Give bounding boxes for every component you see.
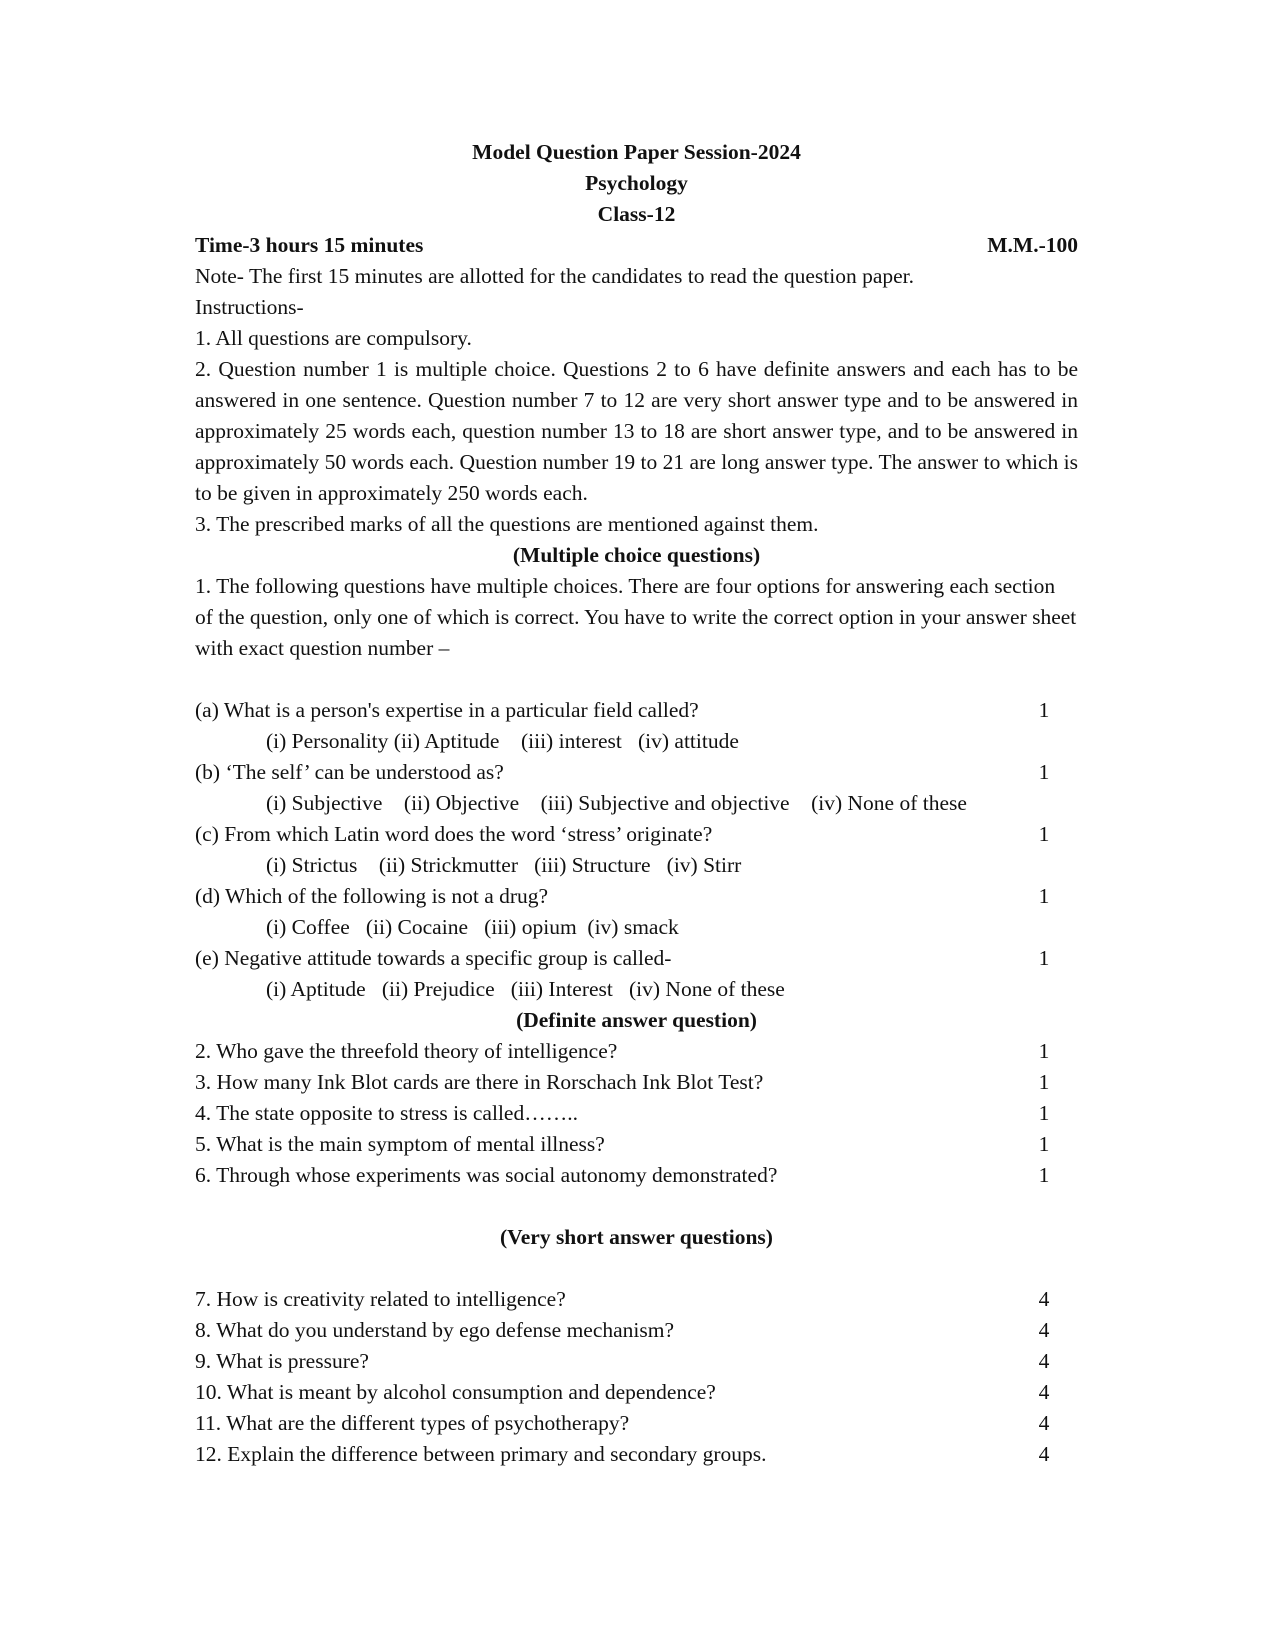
question-paper [195,137,1078,1470]
definite-question [195,1067,1078,1098]
mcq-question [195,943,1078,974]
question-marks: 4 [1038,1442,1050,1466]
very-short-question [195,1377,1078,1408]
question-text: (d) Which of the following is not a drug? [195,884,549,908]
question-marks: 1 [1038,698,1050,722]
question-text: 5. What is the main symptom of mental illness? [195,1132,605,1156]
question-text: 12. Explain the difference between primary and secondary groups. [195,1442,767,1466]
spacer [195,664,1078,695]
question-marks: 1 [1038,1132,1050,1156]
question-marks: 1 [1038,1101,1050,1125]
question-marks: 1 [1038,760,1050,784]
question-text: 7. How is creativity related to intelligence? [195,1287,566,1311]
question-marks: 1 [1038,822,1050,846]
mcq-options: (i) Coffee (ii) Cocaine (iii) opium (iv) smack [266,915,679,939]
time-marks-row [195,230,1078,261]
mcq-intro: 1. The following questions have multiple choices. There are four options for answering each section of the question, only one of which is correct. You have to write the correct option in your answer sheet with exact question number – [195,574,1077,660]
instructions-heading: Instructions- [195,295,304,319]
question-marks: 1 [1038,1070,1050,1094]
question-marks: 4 [1038,1411,1050,1435]
question-text: 6. Through whose experiments was social autonomy demonstrated? [195,1163,778,1187]
question-text: 8. What do you understand by ego defense mechanism? [195,1318,675,1342]
mcq-question [195,881,1078,912]
paper-title: Model Question Paper Session-2024 [472,140,801,164]
subject-title: Psychology [585,171,688,195]
very-short-question [195,1315,1078,1346]
question-marks: 1 [1038,946,1050,970]
question-marks: 1 [1038,884,1050,908]
mcq-options: (i) Subjective (ii) Objective (iii) Subjective and objective (iv) None of these [266,791,967,815]
instruction-item: 1. All questions are compulsory. [195,326,472,350]
question-text: (a) What is a person's expertise in a particular field called? [195,698,699,722]
very-short-question [195,1439,1078,1470]
question-text: (e) Negative attitude towards a specific group is called- [195,946,672,970]
mcq-options: (i) Personality (ii) Aptitude (iii) interest (iv) attitude [266,729,739,753]
question-text: 9. What is pressure? [195,1349,369,1373]
question-text: 11. What are the different types of psychotherapy? [195,1411,630,1435]
mcq-question [195,757,1078,788]
mcq-question [195,819,1078,850]
definite-question [195,1129,1078,1160]
question-text: 2. Who gave the threefold theory of intelligence? [195,1039,618,1063]
question-text: (c) From which Latin word does the word ‘stress’ originate? [195,822,713,846]
question-marks: 1 [1038,1163,1050,1187]
definite-section-heading: (Definite answer question) [516,1008,757,1032]
very-short-question [195,1408,1078,1439]
definite-question [195,1036,1078,1067]
time-allowed: Time-3 hours 15 minutes [195,233,424,257]
instruction-item: 3. The prescribed marks of all the questions are mentioned against them. [195,512,819,536]
spacer [195,1191,1078,1222]
question-marks: 4 [1038,1380,1050,1404]
mcq-options: (i) Aptitude (ii) Prejudice (iii) Interest (iv) None of these [266,977,785,1001]
spacer [195,1253,1078,1284]
mcq-section-heading: (Multiple choice questions) [512,543,761,567]
question-marks: 4 [1038,1349,1050,1373]
mcq-options: (i) Strictus (ii) Strickmutter (iii) Structure (iv) Stirr [266,853,742,877]
very-short-section-heading: (Very short answer questions) [500,1225,773,1249]
question-text: 3. How many Ink Blot cards are there in Rorschach Ink Blot Test? [195,1070,764,1094]
question-text: 10. What is meant by alcohol consumption and dependence? [195,1380,716,1404]
definite-question [195,1160,1078,1191]
question-marks: 4 [1038,1287,1050,1311]
question-text: (b) ‘The self’ can be understood as? [195,760,504,784]
question-marks: 4 [1038,1318,1050,1342]
note-text: Note- The first 15 minutes are allotted for the candidates to read the question paper. [195,264,915,288]
class-title: Class-12 [597,202,676,226]
very-short-question [195,1284,1078,1315]
question-text: 4. The state opposite to stress is called…….. [195,1101,578,1125]
instruction-item: 2. Question number 1 is multiple choice. Questions 2 to 6 have definite answers and each has to be answered in one sentence. Question number 7 to 12 are very short answer type and to be answered in approximately 25 words each, question number 13 to 18 are short answer type, and to be answered in approximately 50 words each. Question number 19 to 21 are long answer type. The answer to which is to be given in approximately 250 words each. [195,357,1078,505]
max-marks: M.M.-100 [987,233,1078,257]
question-marks: 1 [1038,1039,1050,1063]
definite-question [195,1098,1078,1129]
mcq-question [195,695,1078,726]
very-short-question [195,1346,1078,1377]
